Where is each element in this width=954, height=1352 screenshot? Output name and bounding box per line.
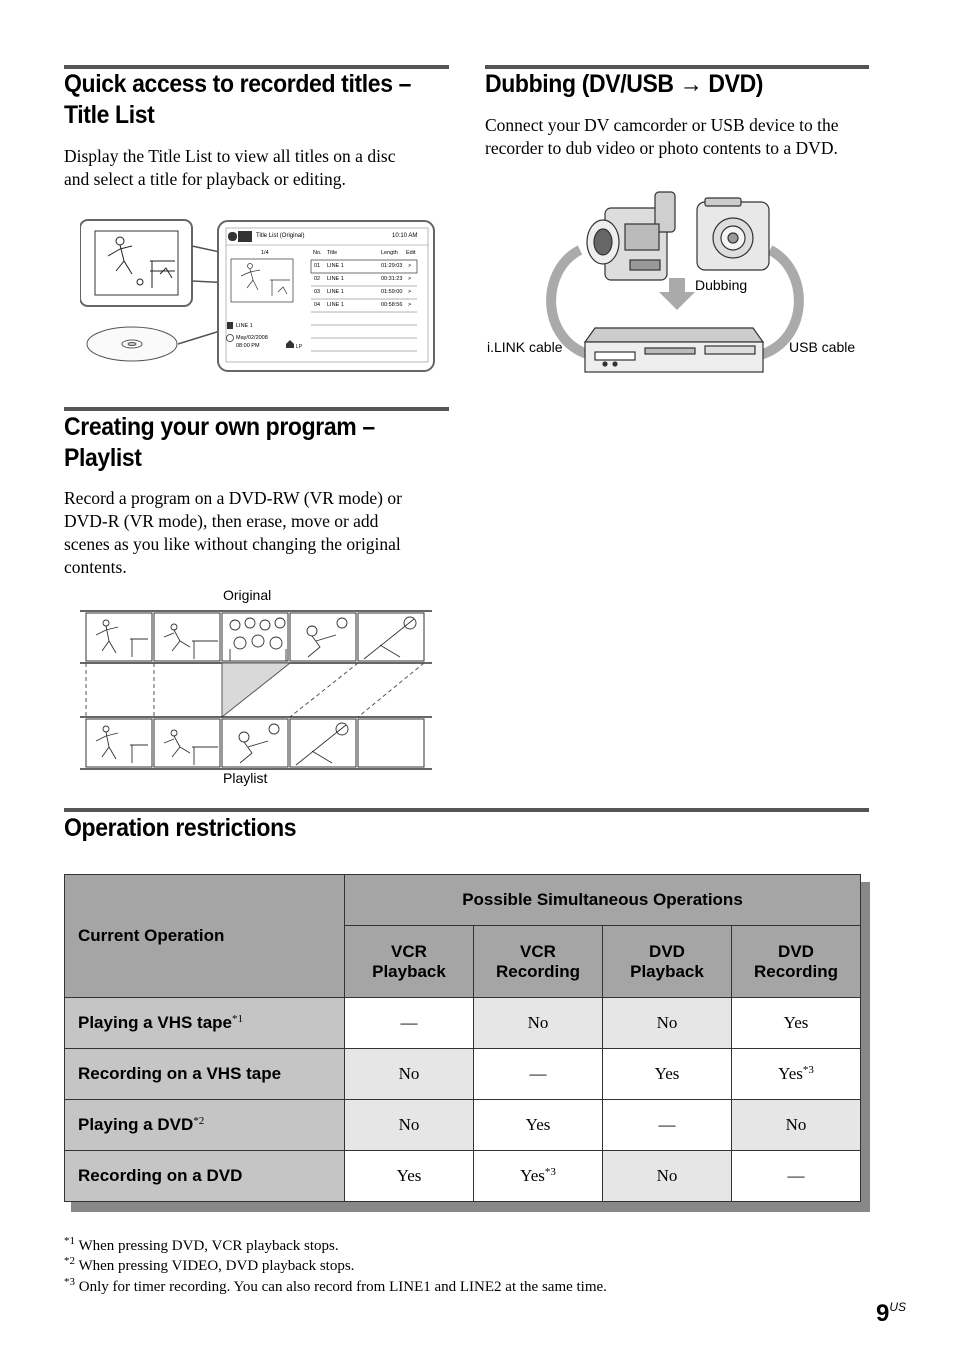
- ilink-cable-label: i.LINK cable: [487, 339, 563, 355]
- title-list-figure: [80, 216, 440, 376]
- row-label: Playing a DVD: [78, 1115, 194, 1134]
- body-line: and select a title for playback or editing.: [64, 169, 346, 189]
- screen-info-title: LINE 1: [236, 323, 253, 329]
- screen-row-length: 00:31:23: [381, 276, 403, 282]
- screen-row-length: 00:58:56: [381, 302, 403, 308]
- screen-page: 1/4: [261, 250, 269, 256]
- table-cell: Yes: [345, 1151, 474, 1202]
- table-cell: [474, 1151, 603, 1202]
- dubbing-figure: [485, 180, 870, 380]
- footnote: [64, 1272, 607, 1297]
- section-body: [64, 487, 402, 579]
- screen-title: Title List (Original): [256, 233, 305, 239]
- usb-cable-label: USB cable: [789, 339, 856, 355]
- section-heading: [64, 69, 411, 131]
- row-header: [65, 1151, 345, 1202]
- body-line: DVD-R (VR mode), then erase, move or add: [64, 511, 379, 531]
- row-label: Recording on a VHS tape: [78, 1064, 282, 1083]
- screen-col-title: Title: [327, 250, 338, 256]
- body-line: Connect your DV camcorder or USB device to the: [485, 115, 839, 135]
- table-cell: —: [732, 1151, 861, 1202]
- table-cell: No: [732, 1100, 861, 1151]
- screen-row-title: LINE 1: [327, 302, 344, 308]
- section-body: [485, 114, 838, 160]
- screen-col-length: Length: [381, 250, 398, 256]
- operation-restrictions-table: [64, 874, 861, 1202]
- col-header-line: DVD: [778, 941, 814, 961]
- footnote-mark: *3: [544, 1166, 556, 1178]
- screen-info-mode: LP: [296, 344, 303, 350]
- screen-row-no: 03: [314, 289, 321, 295]
- col-header-line: Playback: [630, 961, 704, 981]
- screen-col-no: No.: [313, 250, 322, 256]
- screen-row-length: 01:29:03: [381, 263, 403, 269]
- table-row: [65, 1049, 861, 1100]
- dubbing-label: Dubbing: [695, 277, 748, 293]
- screen-row-edit: >: [408, 276, 412, 282]
- table-cell: Yes: [474, 1100, 603, 1151]
- page-number-value: 9: [876, 1300, 890, 1327]
- screen-info-time: 08:00 PM: [236, 343, 260, 349]
- col-header-dvd-recording: [732, 926, 861, 998]
- screen-row-no: 01: [314, 263, 321, 269]
- body-line: recorder to dub video or photo contents to a DVD.: [485, 138, 838, 158]
- cell-value: Yes: [778, 1064, 803, 1083]
- screen-row-no: 02: [314, 276, 321, 282]
- row-header: [65, 1049, 345, 1100]
- screen-list-row[interactable]: [314, 289, 418, 299]
- col-header-vcr-playback: [345, 926, 474, 998]
- cell-value: Yes: [520, 1166, 545, 1185]
- col-header-dvd-playback: [603, 926, 732, 998]
- table-cell: —: [474, 1049, 603, 1100]
- table-cell: No: [603, 998, 732, 1049]
- section-rule: [64, 407, 449, 411]
- table-cell: No: [345, 1100, 474, 1151]
- page-suffix: US: [889, 1300, 907, 1314]
- body-line: Record a program on a DVD-RW (VR mode) or: [64, 488, 402, 508]
- table-cell: —: [345, 998, 474, 1049]
- playlist-label: Playlist: [223, 770, 268, 786]
- col-header-line: Playback: [372, 961, 446, 981]
- screen-row-edit: >: [408, 289, 412, 295]
- footnote-mark: *3: [802, 1064, 814, 1076]
- table-cell: Yes: [732, 998, 861, 1049]
- screen-info-date: May/02/2008: [236, 335, 268, 341]
- heading-line: Title List: [64, 101, 155, 129]
- row-header: [65, 998, 345, 1049]
- footnote-text: When pressing DVD, VCR playback stops.: [78, 1238, 339, 1254]
- table-cell: No: [345, 1049, 474, 1100]
- table-cell: No: [603, 1151, 732, 1202]
- col-header-vcr-recording: [474, 926, 603, 998]
- screen-list-row[interactable]: [314, 302, 418, 312]
- screen-list-row[interactable]: [314, 263, 418, 273]
- footnote-mark: *1: [64, 1235, 75, 1247]
- row-label: Recording on a DVD: [78, 1166, 243, 1185]
- footnote-mark: *3: [64, 1276, 75, 1288]
- heading-line: Playlist: [64, 444, 142, 472]
- body-line: contents.: [64, 557, 127, 577]
- table-row: [65, 998, 861, 1049]
- footnote-mark: *2: [64, 1255, 75, 1267]
- col-header-line: VCR: [391, 941, 427, 961]
- heading-line: Quick access to recorded titles –: [64, 70, 412, 98]
- footnote-mark: *1: [232, 1013, 243, 1025]
- section-heading: [64, 412, 375, 474]
- screen-row-title: LINE 1: [327, 276, 344, 282]
- table-cell: Yes: [603, 1049, 732, 1100]
- screen-row-edit: >: [408, 263, 412, 269]
- table-cell: No: [474, 998, 603, 1049]
- original-label: Original: [223, 587, 272, 603]
- screen-list-row[interactable]: [314, 276, 418, 286]
- screen-row-edit: >: [408, 302, 412, 308]
- screen-row-no: 04: [314, 302, 321, 308]
- table-row: [65, 1151, 861, 1202]
- table-row: [65, 1100, 861, 1151]
- table-cell: [732, 1049, 861, 1100]
- row-header: [65, 1100, 345, 1151]
- screen-row-title: LINE 1: [327, 289, 344, 295]
- footnote-mark: *2: [193, 1115, 205, 1127]
- col-header-line: VCR: [520, 941, 556, 961]
- col-header-line: DVD: [649, 941, 685, 961]
- screen-time: 10:10 AM: [392, 233, 418, 239]
- page-number: [876, 1300, 906, 1328]
- section-body: [64, 145, 396, 191]
- table-cell: —: [603, 1100, 732, 1151]
- possible-operations-header: Possible Simultaneous Operations: [345, 875, 861, 926]
- col-header-line: Recording: [753, 961, 839, 981]
- body-line: scenes as you like without changing the original: [64, 534, 401, 554]
- playlist-figure: [80, 585, 435, 790]
- footnote-text: Only for timer recording. You can also record from LINE1 and LINE2 at the same time.: [78, 1279, 607, 1295]
- section-heading: Operation restrictions: [64, 814, 297, 842]
- footnote-text: When pressing VIDEO, DVD playback stops.: [78, 1258, 355, 1274]
- playlist-illustration: [80, 585, 435, 790]
- section-rule: [64, 808, 869, 812]
- section-heading: Dubbing (DV/USB → DVD): [485, 70, 764, 98]
- row-label: Playing a VHS tape: [78, 1013, 232, 1032]
- body-line: Display the Title List to view all titles on a disc: [64, 146, 396, 166]
- col-header-line: Recording: [495, 961, 581, 981]
- screen-row-title: LINE 1: [327, 263, 344, 269]
- current-operation-header: Current Operation: [65, 875, 345, 998]
- screen-col-edit: Edit: [406, 250, 416, 256]
- heading-line: Creating your own program –: [64, 413, 375, 441]
- screen-row-length: 01:59:00: [381, 289, 403, 295]
